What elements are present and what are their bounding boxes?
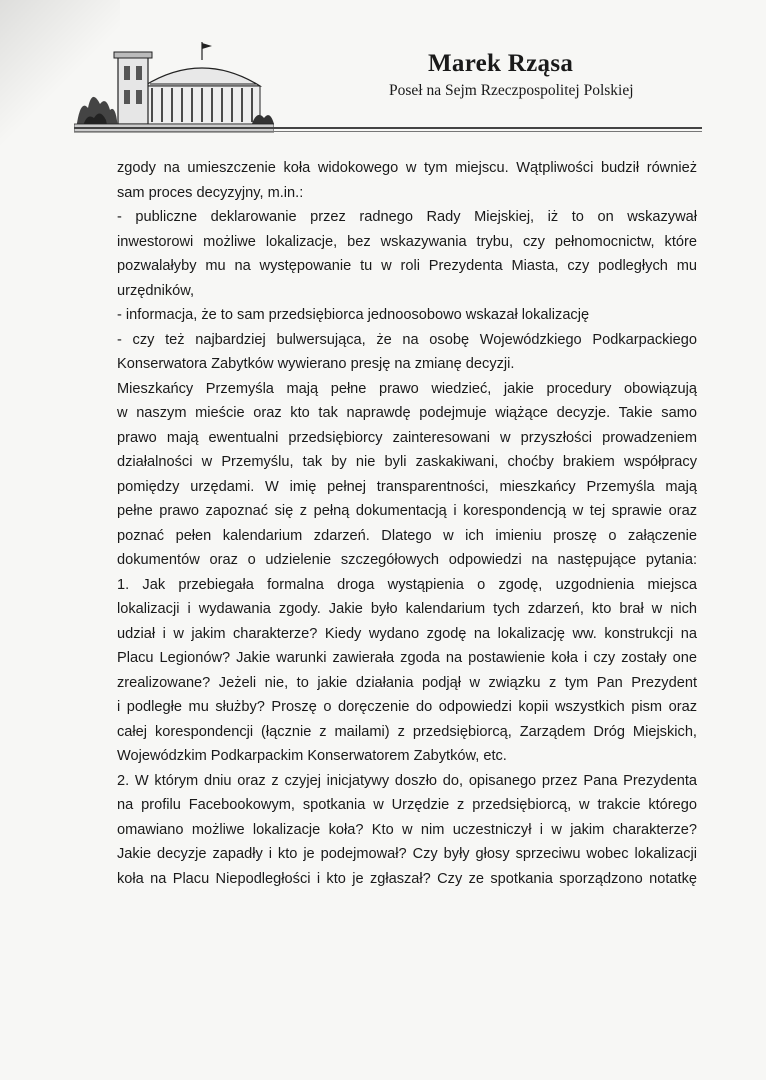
text-line: koła na Placu Niepodległości i kto je zgłaszał? Czy ze spotkania sporządzono notatkę	[117, 870, 697, 887]
text-line: pozwalałyby mu na występowanie tu w roli Prezydenta Miasta, czy podległych mu	[117, 258, 697, 274]
sejm-building-logo	[74, 38, 274, 138]
text-line: Jakie decyzje zapadły i kto je podejmował? Czy były głosy sprzeciwu wobec lokalizacji	[117, 846, 697, 862]
mp-title: Poseł na Sejm Rzeczpospolitej Polskiej	[389, 82, 634, 99]
text-line: zgody na umieszczenie koła widokowego w tym miejscu. Wątpliwości budził również	[117, 160, 697, 176]
text-line: poznać pełen kalendarium zdarzeń. Dlatego w ich imieniu proszę o załączenie	[117, 527, 697, 544]
text-line: omawiano możliwe lokalizacje koła? Kto w nim uczestniczył i w jakim charakterze?	[117, 821, 697, 838]
text-line: 2. W którym dniu oraz z czyjej inicjatywy doszło do, opisanego przez Pana Prezydenta	[117, 772, 697, 789]
header-rule-thin	[74, 131, 702, 132]
text-line: w naszym mieście oraz kto tak naprawdę podejmuje wiążące decyzje. Takie samo	[117, 405, 697, 421]
text-line: na profilu Facebookowym, spotkania w Urzędzie z przedsiębiorcą, w trakcie którego	[117, 797, 697, 813]
text-line: Wojewódzkim Podkarpackim Konserwatorem Zabytków, etc.	[117, 748, 507, 764]
text-line: i podległe mu służby? Proszę o doręczenie do odpowiedzi kopii wszystkich pism oraz	[117, 699, 697, 715]
text-line: - informacja, że to sam przedsiębiorca jednoosobowo wskazał lokalizację	[117, 307, 590, 323]
letter-body	[117, 156, 697, 891]
text-line: pomiędzy urzędami. W imię pełnej transparentności, mieszkańcy Przemyśla mają	[117, 478, 697, 495]
text-line: urzędników,	[117, 282, 195, 299]
text-line: inwestorowi możliwe lokalizacje, bez wskazywania trybu, czy pełnomocnictw, które	[117, 233, 697, 250]
text-line: - publiczne deklarowanie przez radnego Rady Miejskiej, iż to on wskazywał	[117, 209, 697, 225]
text-line: Placu Legionów? Jakie warunki zawierała zgoda na postawienie koła i czy zostały one	[117, 650, 697, 666]
text-line: zrealizowane? Jeżeli nie, to jakie działania podjął w związku z tym Pan Prezydent	[117, 674, 697, 691]
text-line: Mieszkańcy Przemyśla mają pełne prawo wiedzieć, jakie procedury obowiązują	[117, 380, 697, 397]
text-line: udział i w jakim charakterze? Kiedy wydano zgodę na lokalizację ww. konstrukcji na	[117, 625, 697, 642]
text-line: dokumentów oraz o udzielenie szczegółowych odpowiedzi na następujące pytania:	[117, 552, 697, 568]
text-line: 1. Jak przebiegała formalna droga wystąpienia o zgodę, uzgodnienia miejsca	[117, 576, 697, 593]
text-line: Konserwatora Zabytków wywierano presję na zmianę decyzji.	[117, 356, 515, 372]
text-line: - czy też najbardziej bulwersująca, że na osobę Wojewódzkiego Podkarpackiego	[117, 331, 697, 348]
text-line: działalności w Przemyślu, tak by nie byli zaskakiwani, choćby brakiem współpracy	[117, 454, 697, 470]
text-line: całej korespondencji (łącznie z mailami) z przedsiębiorcą, Zarządem Dróg Miejskich,	[117, 723, 697, 740]
header-rule	[74, 127, 702, 129]
text-line: lokalizacji i wydawania zgody. Jakie było kalendarium tych zdarzeń, kto brał w nich	[117, 601, 697, 617]
text-line: sam proces decyzyjny, m.in.:	[117, 184, 304, 201]
text-line: prawo mają ewentualni przedsiębiorcy zainteresowani w przyszłości prowadzeniem	[117, 429, 697, 446]
mp-name: Marek Rząsa	[428, 50, 574, 77]
text-line: pełne prawo zapoznać się z pełną dokumentacją i korespondencją w tej sprawie oraz	[117, 503, 697, 519]
